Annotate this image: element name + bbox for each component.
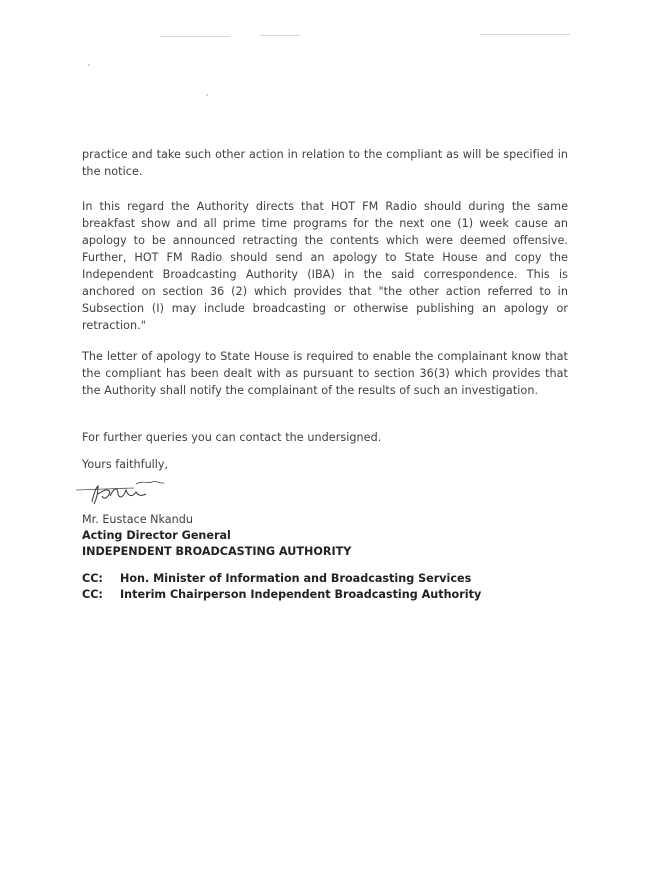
cc-line [82,586,481,603]
cc-recipient: Interim Chairperson Independent Broadcasting Authority [120,588,482,601]
scan-speck [88,64,90,66]
signatory-organization: INDEPENDENT BROADCASTING AUTHORITY [82,545,352,558]
paragraph-queries: For further queries you can contact the undersigned. [82,431,382,444]
closing-salutation: Yours faithfully, [82,458,169,471]
cc-line [82,570,471,587]
paragraph-directive: In this regard the Authority directs that HOT FM Radio should during the same breakfast show and all prime time programs for the next one (1) week cause an apology to be announced retracting the contents which were deemed offensive. Further, HOT FM Radio should send an apology to State House and copy the Independent Broadcasting Authority (IBA) in the said correspondence. This is anchored on section 36 (2) which provides that "the other action referred to in Subsection (I) may include broadcasting or otherwise publishing an apology or retraction." [82,200,568,332]
cc-label: CC: [82,588,103,601]
cc-recipient: Hon. Minister of Information and Broadcasting Services [120,572,472,585]
scan-artifact [480,34,570,35]
paragraph-letter-of-apology: The letter of apology to State House is required to enable the complainant know that the compliant has been dealt with as pursuant to section 36(3) which provides that the Authority shall notify the complainant of the results of such an investigation. [82,350,568,397]
signatory-name: Mr. Eustace Nkandu [82,513,193,526]
signatory-title: Acting Director General [82,529,231,542]
scan-speck [206,94,208,96]
paragraph-continuation: practice and take such other action in relation to the compliant as will be specified in the notice. [82,148,568,178]
scan-artifact [160,36,230,37]
scan-artifact [260,35,300,36]
signature-image [74,474,184,506]
cc-label: CC: [82,572,103,585]
